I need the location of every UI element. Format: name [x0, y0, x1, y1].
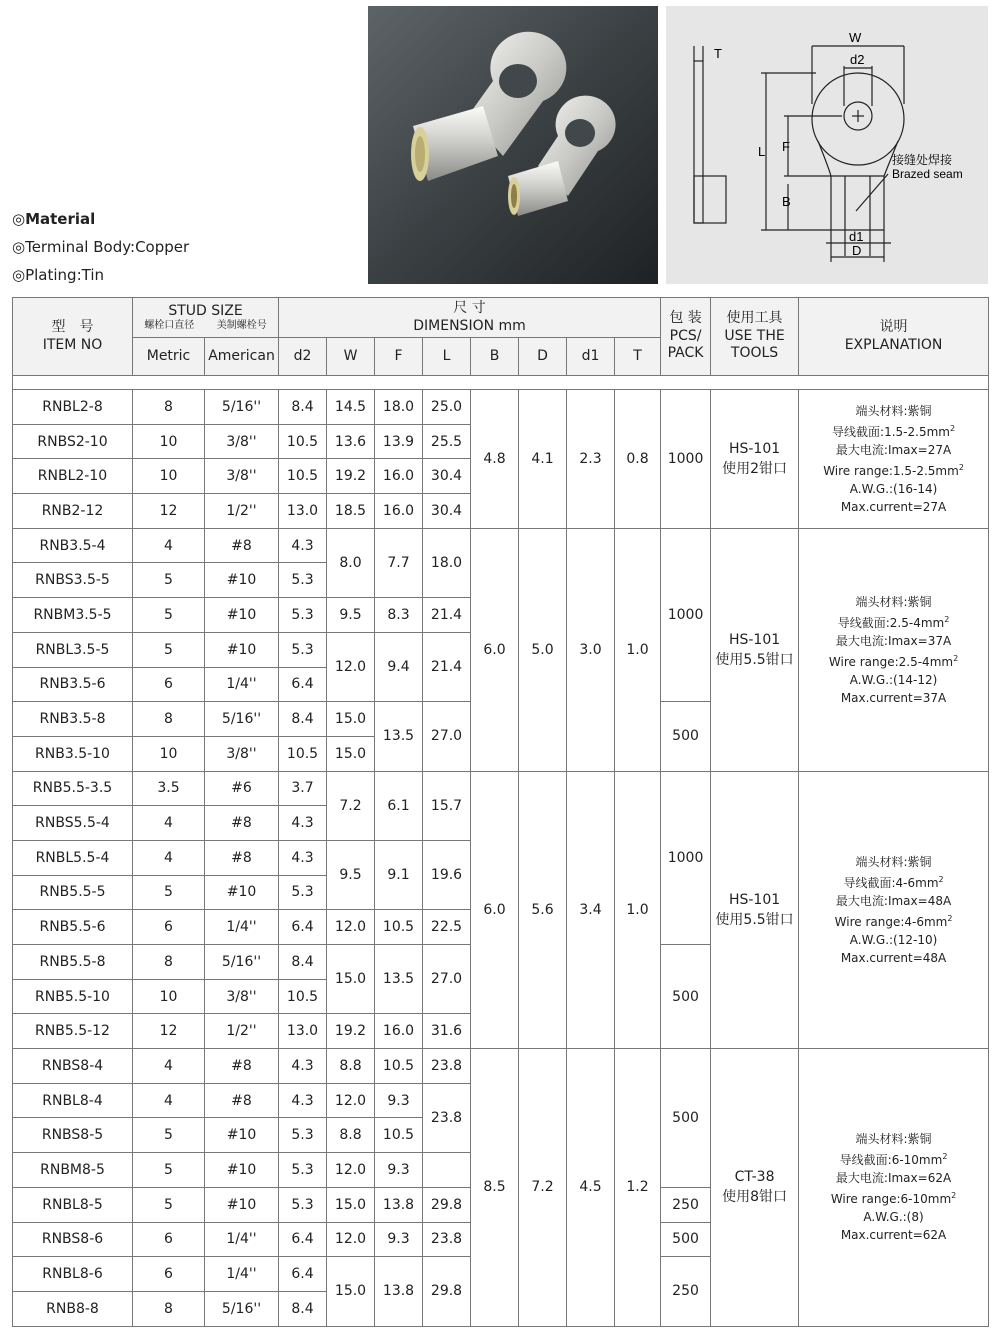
diagram-f-label: F	[782, 139, 790, 154]
d2-cell: 6.4	[279, 667, 327, 702]
american-cell: 3/8''	[205, 459, 279, 494]
american-cell: 1/2''	[205, 494, 279, 529]
item-no-cell: RNBL8-4	[13, 1083, 133, 1118]
w-cell: 8.0	[327, 528, 375, 597]
f-cell: 10.5	[375, 1118, 423, 1153]
header-stud-size: STUD SIZE 螺栓口直径 美制螺栓号	[133, 298, 279, 338]
item-no-cell: RNBM8-5	[13, 1153, 133, 1188]
f-cell: 16.0	[375, 459, 423, 494]
superscript: 2	[947, 913, 953, 923]
d1-cell: 2.3	[567, 390, 615, 529]
l-cell: 29.8	[423, 1257, 471, 1326]
explanation-cell	[799, 528, 989, 771]
metric-cell: 12	[133, 1014, 205, 1049]
f-cell: 18.0	[375, 390, 423, 425]
d1-cell: 4.5	[567, 1049, 615, 1327]
item-no-cell: RNBL2-10	[13, 459, 133, 494]
metric-cell: 4	[133, 840, 205, 875]
l-cell: 30.4	[423, 459, 471, 494]
d2-cell: 4.3	[279, 528, 327, 563]
d2-cell: 3.7	[279, 771, 327, 806]
w-cell: 19.2	[327, 459, 375, 494]
w-cell: 15.0	[327, 945, 375, 1014]
d2-cell: 10.5	[279, 736, 327, 771]
item-no-cell: RNB8-8	[13, 1291, 133, 1326]
w-cell: 15.0	[327, 736, 375, 771]
f-cell: 7.7	[375, 528, 423, 597]
header-b: B	[471, 338, 519, 376]
d-cell: 5.6	[519, 771, 567, 1049]
explanation-line: Max.current=37A	[840, 690, 947, 705]
material-body: ◎Terminal Body:Copper	[12, 238, 190, 256]
explanation-line: A.W.G.:(14-12)	[849, 672, 938, 687]
explanation-line: 导线截面$:6-10mm^2$	[839, 1152, 948, 1168]
l-cell: 21.4	[423, 598, 471, 633]
d2-cell: 6.4	[279, 1257, 327, 1292]
explanation-line: 端头材料:紫铜	[855, 403, 932, 418]
d2-cell: 6.4	[279, 910, 327, 945]
w-cell: 9.5	[327, 840, 375, 909]
american-cell: 1/4''	[205, 1222, 279, 1257]
b-cell: 6.0	[471, 771, 519, 1049]
american-cell: #8	[205, 1049, 279, 1084]
american-cell: 5/16''	[205, 945, 279, 980]
explanation-line: 导线截面$:1.5-2.5mm^2$	[832, 423, 956, 439]
american-cell: 1/2''	[205, 1014, 279, 1049]
explanation-line: 端头材料:紫铜	[855, 1132, 932, 1147]
american-cell: #8	[205, 528, 279, 563]
explanation-line: 端头材料:紫铜	[855, 594, 932, 609]
superscript: 2	[944, 614, 950, 624]
pack-cell: 500	[661, 1049, 711, 1188]
explanation-line: Max.current=27A	[840, 499, 947, 514]
metric-cell: 10	[133, 979, 205, 1014]
l-cell: 15.7	[423, 771, 471, 840]
item-no-cell: RNB5.5-8	[13, 945, 133, 980]
superscript: 2	[942, 1152, 948, 1162]
w-cell: 8.8	[327, 1118, 375, 1153]
american-cell: #10	[205, 1118, 279, 1153]
d2-cell: 13.0	[279, 494, 327, 529]
pack-cell: 500	[661, 1222, 711, 1257]
superscript: 2	[949, 423, 956, 433]
explanation-line: A.W.G.:(16-14)	[849, 481, 938, 496]
l-cell: 31.6	[423, 1014, 471, 1049]
item-no-cell: RNBS2-10	[13, 424, 133, 459]
tool-jaw: 使用5.5钳口	[715, 651, 794, 668]
d2-cell: 5.3	[279, 1153, 327, 1188]
w-cell: 15.0	[327, 1187, 375, 1222]
item-no-cell: RNBM3.5-5	[13, 598, 133, 633]
item-no-cell: RNB5.5-3.5	[13, 771, 133, 806]
metric-cell: 8	[133, 945, 205, 980]
american-cell: #8	[205, 806, 279, 841]
d2-cell: 10.5	[279, 459, 327, 494]
item-no-cell: RNB3.5-8	[13, 702, 133, 737]
d2-cell: 5.3	[279, 632, 327, 667]
explanation-line: 最大电流:Imax=37A	[835, 633, 952, 648]
header-d: D	[519, 338, 567, 376]
header-tools: 使用工具 USE THE TOOLS	[711, 298, 799, 376]
explanation-line: Max.current=62A	[840, 1228, 947, 1243]
american-cell: 3/8''	[205, 979, 279, 1014]
metric-cell: 8	[133, 1291, 205, 1326]
metric-cell: 10	[133, 459, 205, 494]
american-cell: #10	[205, 1187, 279, 1222]
metric-cell: 4	[133, 806, 205, 841]
tool-jaw: 使用2钳口	[722, 460, 787, 477]
f-cell: 10.5	[375, 1049, 423, 1084]
table-row	[13, 390, 989, 425]
tool-model: HS-101	[728, 631, 781, 648]
f-cell: 9.3	[375, 1153, 423, 1188]
superscript: 2	[951, 1191, 957, 1201]
w-cell: 14.5	[327, 390, 375, 425]
diagram-d-label: D	[852, 243, 862, 258]
explanation-line: Wire $range:2.5-4mm^2$	[828, 653, 959, 669]
metric-cell: 5	[133, 1187, 205, 1222]
tool-model: HS-101	[728, 440, 781, 457]
l-cell: 27.0	[423, 702, 471, 771]
w-cell: 8.8	[327, 1049, 375, 1084]
american-cell: 5/16''	[205, 390, 279, 425]
header-t: T	[615, 338, 661, 376]
metric-cell: 4	[133, 1083, 205, 1118]
l-cell: 30.4	[423, 494, 471, 529]
item-no-cell: RNB3.5-6	[13, 667, 133, 702]
item-no-cell: RNB5.5-12	[13, 1014, 133, 1049]
item-no-cell: RNBL2-8	[13, 390, 133, 425]
diagram-seam-cn: 接缝处焊接	[892, 153, 953, 167]
diagram-seam-en: Brazed seam	[892, 167, 963, 181]
t-cell: 1.0	[615, 528, 661, 771]
tools-cell	[711, 390, 799, 529]
header-w: W	[327, 338, 375, 376]
item-no-cell: RNBS3.5-5	[13, 563, 133, 598]
metric-cell: 10	[133, 736, 205, 771]
item-no-cell: RNB5.5-10	[13, 979, 133, 1014]
dimension-diagram	[666, 6, 988, 284]
item-no-cell: RNBS5.5-4	[13, 806, 133, 841]
d-cell: 4.1	[519, 390, 567, 529]
explanation-cell	[799, 390, 989, 529]
metric-cell: 6	[133, 1257, 205, 1292]
header-d1: d1	[567, 338, 615, 376]
d2-cell: 5.3	[279, 875, 327, 910]
tool-jaw: 使用5.5钳口	[715, 911, 794, 928]
american-cell: 1/4''	[205, 667, 279, 702]
american-cell: 1/4''	[205, 1257, 279, 1292]
explanation-line: Wire $range:1.5-2.5mm^2$	[823, 462, 964, 478]
l-cell: 27.0	[423, 945, 471, 1014]
item-no-cell: RNB3.5-10	[13, 736, 133, 771]
metric-cell: 5	[133, 875, 205, 910]
spec-table	[12, 297, 989, 1327]
pack-cell: 1000	[661, 771, 711, 944]
w-cell: 12.0	[327, 632, 375, 701]
f-cell: 8.3	[375, 598, 423, 633]
w-cell: 15.0	[327, 1257, 375, 1326]
l-cell: 29.8	[423, 1187, 471, 1222]
diagram-b-label: B	[782, 194, 791, 209]
header-f: F	[375, 338, 423, 376]
header-pack: 包 装 PCS/ PACK	[661, 298, 711, 376]
superscript: 2	[958, 462, 964, 472]
item-no-cell: RNB5.5-5	[13, 875, 133, 910]
pack-cell: 500	[661, 945, 711, 1049]
material-title: ◎Material	[12, 210, 96, 228]
metric-cell: 4	[133, 528, 205, 563]
header-l: L	[423, 338, 471, 376]
t-cell: 0.8	[615, 390, 661, 529]
d2-cell: 5.3	[279, 598, 327, 633]
metric-cell: 8	[133, 390, 205, 425]
tool-jaw: 使用8钳口	[722, 1189, 787, 1206]
american-cell: 5/16''	[205, 1291, 279, 1326]
header-d2: d2	[279, 338, 327, 376]
f-cell: 9.4	[375, 632, 423, 701]
american-cell: 3/8''	[205, 736, 279, 771]
pack-cell: 1000	[661, 390, 711, 529]
metric-cell: 5	[133, 563, 205, 598]
d2-cell: 13.0	[279, 1014, 327, 1049]
f-cell: 13.8	[375, 1257, 423, 1326]
item-no-cell: RNBS8-6	[13, 1222, 133, 1257]
l-cell: 21.4	[423, 632, 471, 701]
d1-cell: 3.0	[567, 528, 615, 771]
item-no-cell: RNBL8-6	[13, 1257, 133, 1292]
superscript: 2	[953, 653, 959, 663]
american-cell: 5/16''	[205, 702, 279, 737]
explanation-line: A.W.G.:(8)	[863, 1210, 924, 1225]
pack-cell: 250	[661, 1187, 711, 1222]
f-cell: 9.1	[375, 840, 423, 909]
diagram-l-label: L	[758, 144, 766, 159]
product-photo	[368, 6, 658, 284]
d2-cell: 4.3	[279, 1049, 327, 1084]
item-no-cell: RNBS8-4	[13, 1049, 133, 1084]
explanation-line: 导线截面$:2.5-4mm^2$	[837, 614, 950, 630]
d1-cell: 3.4	[567, 771, 615, 1049]
metric-cell: 3.5	[133, 771, 205, 806]
f-cell: 16.0	[375, 494, 423, 529]
tool-model: CT-38	[734, 1169, 775, 1186]
d-cell: 5.0	[519, 528, 567, 771]
header-american: American	[205, 338, 279, 376]
header-item-no: 型 号 ITEM NO	[13, 298, 133, 376]
w-cell: 9.5	[327, 598, 375, 633]
l-cell: 25.0	[423, 390, 471, 425]
item-no-cell: RNBL8-5	[13, 1187, 133, 1222]
explanation-line: A.W.G.:(12-10)	[849, 932, 938, 947]
w-cell: 15.0	[327, 702, 375, 737]
table-row	[13, 528, 989, 563]
material-plating: ◎Plating:Tin	[12, 266, 104, 284]
l-cell: 23.8	[423, 1083, 471, 1152]
item-no-cell: RNBS8-5	[13, 1118, 133, 1153]
explanation-line: Wire $range:6-10mm^2$	[830, 1191, 957, 1207]
f-cell: 6.1	[375, 771, 423, 840]
w-cell: 13.6	[327, 424, 375, 459]
f-cell: 13.5	[375, 945, 423, 1014]
metric-cell: 5	[133, 632, 205, 667]
l-cell: 22.5	[423, 910, 471, 945]
w-cell: 12.0	[327, 1083, 375, 1118]
metric-cell: 4	[133, 1049, 205, 1084]
metric-cell: 6	[133, 1222, 205, 1257]
tool-model: HS-101	[728, 891, 781, 908]
item-no-cell: RNB3.5-4	[13, 528, 133, 563]
american-cell: #6	[205, 771, 279, 806]
item-no-cell: RNBL5.5-4	[13, 840, 133, 875]
d2-cell: 4.3	[279, 806, 327, 841]
t-cell: 1.2	[615, 1049, 661, 1327]
tools-cell	[711, 1049, 799, 1327]
explanation-line: Wire $range:4-6mm^2$	[834, 913, 953, 929]
header-explanation: 说明 EXPLANATION	[799, 298, 989, 376]
explanation-line: 最大电流:Imax=27A	[835, 442, 952, 457]
pack-cell: 1000	[661, 528, 711, 701]
t-cell: 1.0	[615, 771, 661, 1049]
f-cell: 9.3	[375, 1222, 423, 1257]
explanation-cell	[799, 1049, 989, 1327]
diagram-d1-label: d1	[849, 229, 864, 244]
metric-cell: 5	[133, 598, 205, 633]
w-cell: 18.5	[327, 494, 375, 529]
d-cell: 7.2	[519, 1049, 567, 1327]
d2-cell: 8.4	[279, 1291, 327, 1326]
explanation-cell	[799, 771, 989, 1049]
american-cell: 3/8''	[205, 424, 279, 459]
d2-cell: 5.3	[279, 563, 327, 598]
d2-cell: 8.4	[279, 702, 327, 737]
diagram-d2-label: d2	[850, 52, 865, 67]
american-cell: #10	[205, 632, 279, 667]
f-cell: 10.5	[375, 910, 423, 945]
metric-cell: 6	[133, 667, 205, 702]
tools-cell	[711, 528, 799, 771]
w-cell: 12.0	[327, 1222, 375, 1257]
explanation-line: 导线截面$:4-6mm^2$	[843, 874, 944, 890]
d2-cell: 5.3	[279, 1187, 327, 1222]
l-cell: 25.5	[423, 424, 471, 459]
f-cell: 16.0	[375, 1014, 423, 1049]
american-cell: #10	[205, 598, 279, 633]
american-cell: #10	[205, 875, 279, 910]
l-cell: 18.0	[423, 528, 471, 597]
b-cell: 6.0	[471, 528, 519, 771]
american-cell: #10	[205, 1153, 279, 1188]
d2-cell: 8.4	[279, 390, 327, 425]
header-metric: Metric	[133, 338, 205, 376]
explanation-line: 最大电流:Imax=62A	[835, 1171, 952, 1186]
american-cell: #8	[205, 1083, 279, 1118]
d2-cell: 5.3	[279, 1118, 327, 1153]
metric-cell: 12	[133, 494, 205, 529]
diagram-w-label: W	[849, 30, 862, 45]
table-row	[13, 1049, 989, 1084]
l-cell: 19.6	[423, 840, 471, 909]
tools-cell	[711, 771, 799, 1049]
d2-cell: 8.4	[279, 945, 327, 980]
explanation-line: 端头材料:紫铜	[855, 854, 932, 869]
l-cell: 23.8	[423, 1049, 471, 1084]
w-cell: 19.2	[327, 1014, 375, 1049]
header-dimension: 尺 寸 DIMENSION mm	[279, 298, 661, 338]
d2-cell: 10.5	[279, 979, 327, 1014]
item-no-cell: RNB2-12	[13, 494, 133, 529]
w-cell: 7.2	[327, 771, 375, 840]
f-cell: 13.9	[375, 424, 423, 459]
d2-cell: 4.3	[279, 1083, 327, 1118]
l-cell: 23.8	[423, 1222, 471, 1257]
d2-cell: 4.3	[279, 840, 327, 875]
metric-cell: 5	[133, 1153, 205, 1188]
b-cell: 4.8	[471, 390, 519, 529]
explanation-line: Max.current=48A	[840, 950, 947, 965]
f-cell: 13.5	[375, 702, 423, 771]
w-cell: 12.0	[327, 1153, 375, 1188]
pack-cell: 500	[661, 702, 711, 771]
d2-cell: 6.4	[279, 1222, 327, 1257]
item-no-cell: RNB5.5-6	[13, 910, 133, 945]
metric-cell: 10	[133, 424, 205, 459]
f-cell: 13.8	[375, 1187, 423, 1222]
table-row	[13, 771, 989, 806]
item-no-cell: RNBL3.5-5	[13, 632, 133, 667]
explanation-line: 最大电流:Imax=48A	[835, 893, 952, 908]
metric-cell: 5	[133, 1118, 205, 1153]
metric-cell: 8	[133, 702, 205, 737]
american-cell: #8	[205, 840, 279, 875]
american-cell: #10	[205, 563, 279, 598]
superscript: 2	[938, 874, 944, 884]
f-cell: 9.3	[375, 1083, 423, 1118]
metric-cell: 6	[133, 910, 205, 945]
american-cell: 1/4''	[205, 910, 279, 945]
pack-cell: 250	[661, 1257, 711, 1326]
d2-cell: 10.5	[279, 424, 327, 459]
w-cell: 12.0	[327, 910, 375, 945]
diagram-t-label: T	[714, 46, 722, 61]
b-cell: 8.5	[471, 1049, 519, 1327]
